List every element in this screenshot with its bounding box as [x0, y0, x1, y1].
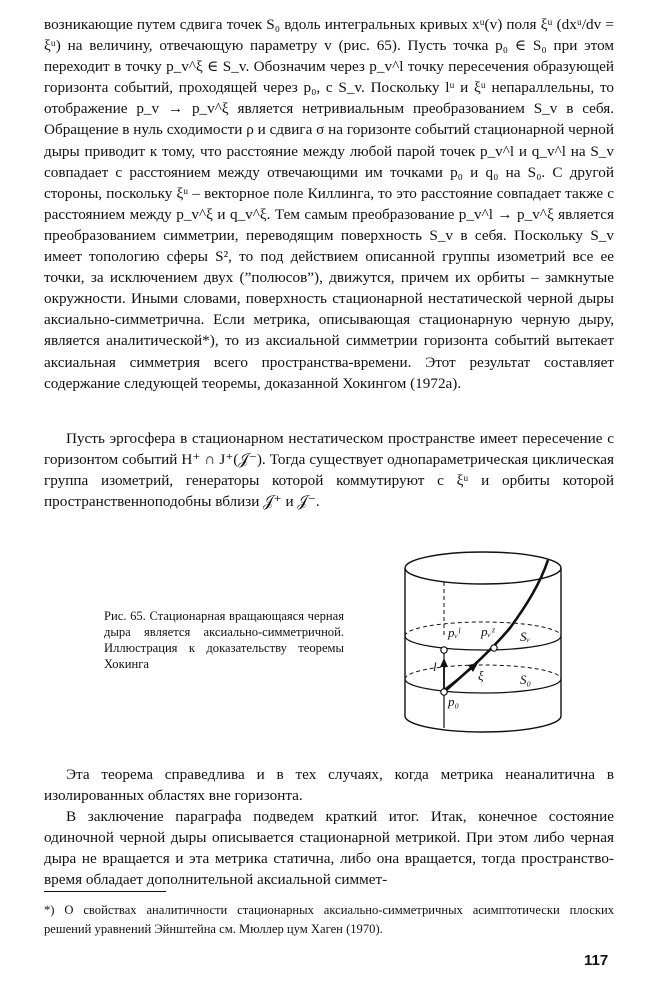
figure-caption: Рис. 65. Стационарная вращающаяся черная дыра является аксиально-симметричной. Иллюстрация к доказательству теоремы Хокинга — [104, 609, 344, 671]
cylinder-bottom-front — [405, 716, 561, 732]
page-number: 117 — [584, 952, 609, 969]
label-p0: p₀ — [448, 694, 460, 709]
paragraph-hawking-theorem: Пусть эргосфера в стационарном нестатическом пространстве имеет пересечение с горизонтом событий H⁺ ∩ J⁺(𝒥⁻). Тогда существует однопараметрическая циклическая группа изометрий, генераторы которой коммутируют с ξᵘ и орбиты которой пространственноподобны вблизи 𝒥⁺ и 𝒥⁻. — [44, 430, 614, 511]
xi-vector — [444, 668, 472, 690]
label-sv: Sᵥ — [520, 629, 531, 644]
label-s0: S₀ — [520, 672, 532, 687]
paragraph-theorem-context: возникающие путем сдвига точек S₀ вдоль интегральных кривых xᵘ(v) поля ξᵘ (dxᵘ/dv = ξᵘ) на величину, отвечающую параметру v (рис. 65). Пусть точка p₀ ∈ S₀ при этом переходит в точку p_v^ξ ∈ S_v. Обозначим через p_v^l точку пересечения образующей горизонта событий, проходящей через p₀, с S_v. Поскольку lᵘ и ξᵘ непараллельны, то отображение p_v → p_v^ξ является нетривиальным преобразованием S_v в себя. Обращение в нуль сходимости ρ и сдвига σ на горизонте событий стационарной черной дыры приводит к тому, что расстояние между любой парой точек p_v^l и q_v^l на S_v совпадает с расстоянием между отвечающими им точками p₀ и q₀ на S₀. С другой стороны, поскольку ξᵘ – векторное поле Киллинга, то это расстояние совпадает также с расстоянием между p_v^ξ и q_v^ξ. Тем самым преобразование p_v^l → p_v^ξ является преобразованием симметрии, переводящим поверхность S_v в себя. Поскольку S_v имеет топологию сферы S², то под действием описанной группы изометрий все ее точки, за исключением двух (”полюсов”), движутся, причем их орбиты – замкнутые окружности. Иными словами, поверхность стационарной нестатической черной дыры аксиально-симметрична. Если метрика, описывающая стационарную черную дыру, является аналитической*), то из аксиальной симметрии горизонта событий вытекает аксиальная симметрия всего пространства-времени. Этот результат составляет содержание следующей теоремы, доказанной Хокингом (1972а). — [44, 16, 614, 392]
point-pl — [441, 647, 447, 653]
footnote: *) О свойствах аналитичности стационарных аксиально-симметричных асимптотически плоских решений уравнений Эйнштейна см. Мюллер цум Хаген (1970). — [44, 903, 614, 936]
paragraph-summary: В заключение параграфа подведем краткий итог. Итак, конечное состояние одиночной черной дыры описывается стационарной метрикой. При этом либо черная дыра не вращается и эта метрика статична, либо она вращается, тогда пространство-время обладает дополнительной аксиальной симмет- — [44, 808, 614, 889]
l-vector-arrowhead — [440, 658, 448, 667]
point-pxi — [491, 645, 497, 651]
paragraph-nonanalytic: Эта теорема справедлива и в тех случаях, когда метрика неаналитична в изолированных областях вне горизонта. — [44, 766, 614, 805]
point-p0 — [441, 689, 447, 695]
label-l: l — [433, 659, 437, 674]
figure-65-cylinder — [398, 546, 568, 742]
label-pl: pᵥˡ — [448, 625, 460, 640]
label-pxi: pᵥᶻ — [481, 624, 495, 639]
footnote-rule — [44, 891, 166, 892]
cylinder-top-ellipse — [405, 552, 561, 584]
label-xi: ξ — [478, 668, 484, 683]
